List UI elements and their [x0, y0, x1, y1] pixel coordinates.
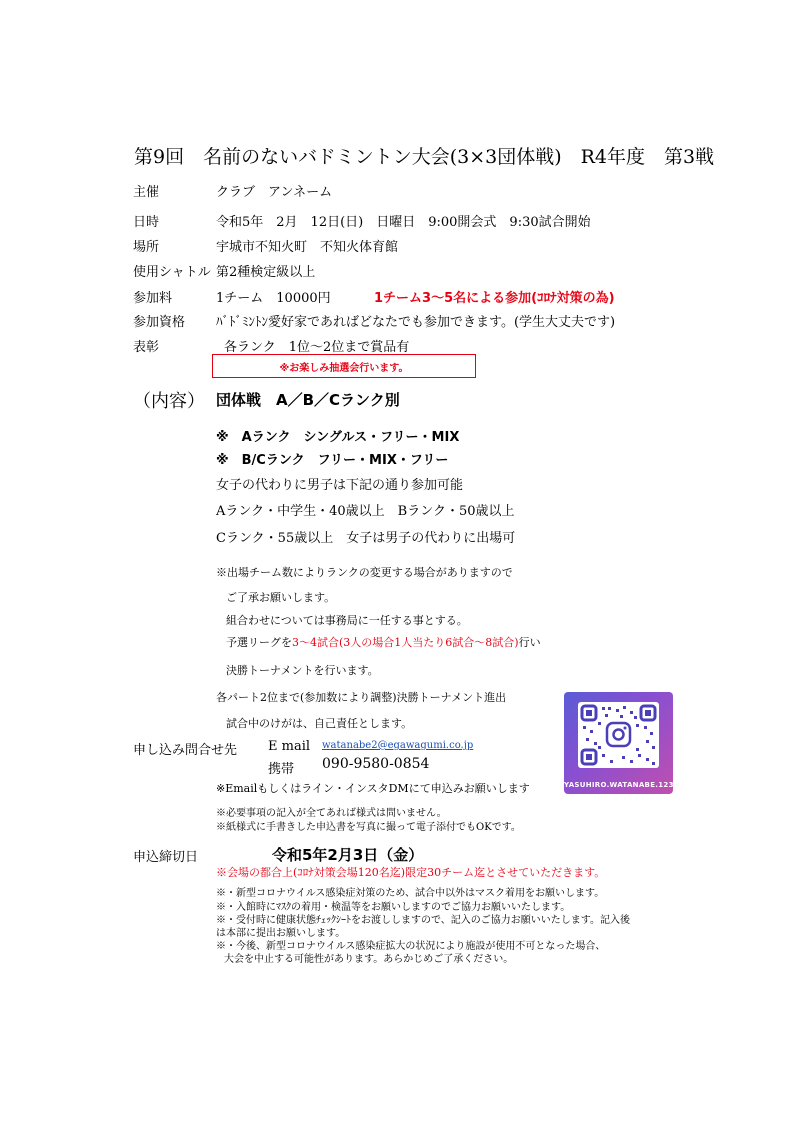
note-matchups: 組合わせについては事務局に一任する事とする。: [226, 614, 468, 627]
lottery-notice: ※お楽しみ抽選会行います。: [279, 363, 409, 374]
info-value-organizer: クラブ アンネーム: [216, 185, 333, 200]
covid-note-4: は本部に提出お願いします。: [216, 928, 346, 939]
email-link[interactable]: watanabe2@egawagumi.co.jp: [322, 740, 474, 751]
page-title: 第9回 名前のないバドミントン大会(3×3団体戦) R4年度 第3戦: [134, 146, 715, 168]
info-label-organizer: 主催: [133, 185, 160, 200]
info-value-eligibility: ﾊﾞﾄﾞﾐﾝﾄﾝ愛好家であればどなたでも参加できます。(学生大丈夫です): [216, 315, 616, 330]
email-label: E mail: [268, 739, 311, 754]
phone-number: 090-9580-0854: [322, 756, 430, 772]
info-label-venue: 場所: [133, 240, 160, 255]
info-label-shuttle: 使用シャトル: [133, 265, 211, 280]
qr-pattern-svg: [578, 702, 659, 768]
note-league-prefix: 予選リーグを: [226, 636, 292, 649]
info-label-eligibility: 参加資格: [133, 315, 186, 330]
covid-note-2: ※・入館時にﾏｽｸの着用・検温等をお願いしますのでご協力お願いいたします。: [216, 902, 571, 913]
instagram-qr-code[interactable]: [564, 692, 685, 794]
deadline-limit-note: ※会場の都合上(ｺﾛﾅ対策会場120名迄)限定30チーム迄とさせていただきます。: [216, 866, 606, 879]
covid-note-6: 大会を中止する可能性があります。あらかじめご了承ください。: [224, 954, 514, 965]
info-value-fee: 1チーム 10000円: [216, 291, 331, 306]
contact-label: 申し込み問合せ先: [133, 743, 238, 758]
note-league-count: 3～4試合(3人の場合1人当たり6試合～8試合): [292, 636, 519, 649]
age-rule-ab: Aランク・中学生・40歳以上 Bランク・50歳以上: [216, 504, 515, 519]
fee-team-note: 1チーム3～5名による参加(ｺﾛﾅ対策の為): [374, 291, 615, 306]
qr-pattern: [578, 702, 659, 768]
note-tournament: 決勝トーナメントを行います。: [226, 664, 379, 677]
phone-label: 携帯: [268, 762, 295, 777]
covid-note-3: ※・受付時に健康状態ﾁｪｯｸｼｰﾄをお渡ししますので、記入のご協力お願いいたします。記入後: [216, 915, 630, 926]
covid-note-1: ※・新型コロナウイルス感染症対策のため、試合中以外はマスク着用をお願いします。: [216, 888, 605, 899]
gender-note: 女子の代わりに男子は下記の通り参加可能: [216, 478, 464, 493]
note-understanding: ご了承お願いします。: [226, 591, 336, 604]
rank-bc-line: ※ B/Cランク フリー・MIX・フリー: [216, 453, 449, 468]
info-label-datetime: 日時: [133, 215, 160, 230]
content-heading: 団体戦 A／B／Cランク別: [216, 391, 400, 409]
age-rule-c: Cランク・55歳以上 女子は男子の代わりに出場可: [216, 531, 516, 546]
info-value-awards: 各ランク 1位～2位まで賞品有: [224, 340, 410, 355]
info-value-shuttle: 第2種検定級以上: [216, 265, 316, 280]
note-injury: 試合中のけがは、自己責任とします。: [226, 717, 413, 730]
note-advancement: 各パート2位まで(参加数により調整)決勝トーナメント進出: [216, 691, 507, 704]
info-label-awards: 表彰: [133, 340, 160, 355]
content-label: （内容）: [133, 391, 205, 412]
rank-a-line: ※ Aランク シングルス・フリー・MIX: [216, 430, 460, 445]
note-rank-change: ※出場チーム数によりランクの変更する場合がありますので: [216, 566, 513, 579]
lottery-notice-box: [212, 354, 476, 378]
info-value-venue: 宇城市不知火町 不知火体育館: [216, 240, 399, 255]
covid-note-5: ※・今後、新型コロナウイルス感染症拡大の状況により施設が使用不可となった場合、: [216, 941, 606, 952]
info-label-fee: 参加料: [133, 291, 173, 306]
info-value-datetime: 令和5年 2月 12日(日) 日曜日 9:00開会式 9:30試合開始: [216, 215, 591, 230]
note-league-suffix: 行い: [518, 636, 541, 649]
note-league: [226, 634, 541, 650]
deadline-date: 令和5年2月3日（金）: [272, 846, 424, 864]
deadline-label: 申込締切日: [133, 850, 199, 865]
contact-note: ※Emailもしくはライン・インスタDMにて申込みお願いします: [216, 782, 530, 795]
instagram-icon: [607, 723, 630, 746]
form-note-2: ※紙様式に手書きした申込書を写真に撮って電子添付でもOKです。: [216, 822, 521, 833]
form-note-1: ※必要事項の記入が全てあれば様式は問いません。: [216, 808, 447, 819]
qr-caption: YASUHIRO.WATANABE.12382: [564, 781, 685, 789]
